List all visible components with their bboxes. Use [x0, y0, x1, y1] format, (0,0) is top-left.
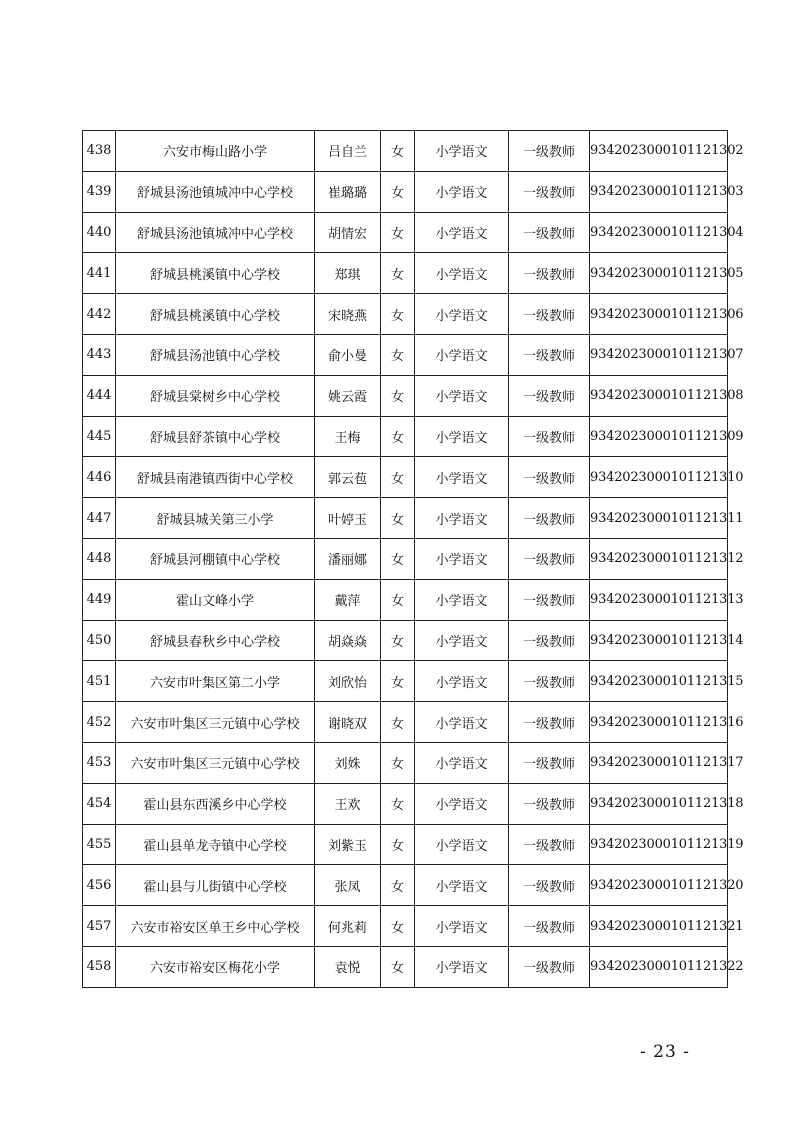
gender-cell: 女	[381, 212, 415, 253]
row-number-cell: 458	[83, 946, 116, 987]
gender-cell: 女	[381, 865, 415, 906]
teacher-name-cell: 谢晓双	[315, 702, 381, 743]
row-number-cell: 441	[83, 253, 116, 294]
table-row	[83, 742, 728, 783]
subject-cell: 小学语文	[415, 620, 509, 661]
row-number-cell: 447	[83, 498, 116, 539]
school-cell: 舒城县河棚镇中心学校	[116, 538, 315, 579]
rank-title-cell: 一级教师	[509, 253, 590, 294]
gender-cell: 女	[381, 253, 415, 294]
gender-cell: 女	[381, 661, 415, 702]
certificate-number-cell: 9342023000101121312	[590, 538, 728, 579]
certificate-number-cell: 9342023000101121308	[590, 375, 728, 416]
row-number-cell: 456	[83, 865, 116, 906]
table-row	[83, 783, 728, 824]
school-cell: 六安市裕安区梅花小学	[116, 946, 315, 987]
table-row	[83, 824, 728, 865]
teacher-name-cell: 俞小曼	[315, 334, 381, 375]
table-row	[83, 457, 728, 498]
table-row	[83, 212, 728, 253]
subject-cell: 小学语文	[415, 661, 509, 702]
certificate-number-cell: 9342023000101121316	[590, 702, 728, 743]
row-number-cell: 455	[83, 824, 116, 865]
row-number-cell: 446	[83, 457, 116, 498]
rank-title-cell: 一级教师	[509, 946, 590, 987]
school-cell: 舒城县汤池镇城冲中心学校	[116, 212, 315, 253]
table-row	[83, 620, 728, 661]
row-number-cell: 444	[83, 375, 116, 416]
teacher-name-cell: 叶婷玉	[315, 498, 381, 539]
gender-cell: 女	[381, 375, 415, 416]
row-number-cell: 448	[83, 538, 116, 579]
table-row	[83, 498, 728, 539]
rank-title-cell: 一级教师	[509, 742, 590, 783]
row-number-cell: 442	[83, 294, 116, 335]
subject-cell: 小学语文	[415, 498, 509, 539]
certificate-number-cell: 9342023000101121306	[590, 294, 728, 335]
school-cell: 六安市裕安区单王乡中心学校	[116, 906, 315, 947]
subject-cell: 小学语文	[415, 171, 509, 212]
school-cell: 舒城县桃溪镇中心学校	[116, 253, 315, 294]
teacher-name-cell: 袁悦	[315, 946, 381, 987]
teacher-name-cell: 张凤	[315, 865, 381, 906]
certificate-number-cell: 9342023000101121302	[590, 131, 728, 172]
gender-cell: 女	[381, 620, 415, 661]
certificate-number-cell: 9342023000101121315	[590, 661, 728, 702]
school-cell: 舒城县棠树乡中心学校	[116, 375, 315, 416]
table-row	[83, 946, 728, 987]
gender-cell: 女	[381, 579, 415, 620]
gender-cell: 女	[381, 171, 415, 212]
subject-cell: 小学语文	[415, 253, 509, 294]
rank-title-cell: 一级教师	[509, 498, 590, 539]
gender-cell: 女	[381, 498, 415, 539]
certificate-number-cell: 9342023000101121313	[590, 579, 728, 620]
certificate-number-cell: 9342023000101121320	[590, 865, 728, 906]
school-cell: 霍山文峰小学	[116, 579, 315, 620]
rank-title-cell: 一级教师	[509, 416, 590, 457]
rank-title-cell: 一级教师	[509, 334, 590, 375]
page-number: - 23 -	[640, 1042, 690, 1062]
row-number-cell: 452	[83, 702, 116, 743]
school-cell: 舒城县城关第三小学	[116, 498, 315, 539]
table-row	[83, 702, 728, 743]
row-number-cell: 439	[83, 171, 116, 212]
certificate-number-cell: 9342023000101121317	[590, 742, 728, 783]
subject-cell: 小学语文	[415, 294, 509, 335]
row-number-cell: 438	[83, 131, 116, 172]
gender-cell: 女	[381, 131, 415, 172]
subject-cell: 小学语文	[415, 538, 509, 579]
rank-title-cell: 一级教师	[509, 783, 590, 824]
school-cell: 舒城县舒茶镇中心学校	[116, 416, 315, 457]
teacher-name-cell: 潘丽娜	[315, 538, 381, 579]
rank-title-cell: 一级教师	[509, 375, 590, 416]
school-cell: 霍山县单龙寺镇中心学校	[116, 824, 315, 865]
school-cell: 霍山县与儿街镇中心学校	[116, 865, 315, 906]
teacher-name-cell: 戴萍	[315, 579, 381, 620]
teacher-name-cell: 宋晓燕	[315, 294, 381, 335]
school-cell: 六安市叶集区三元镇中心学校	[116, 702, 315, 743]
certificate-number-cell: 9342023000101121304	[590, 212, 728, 253]
gender-cell: 女	[381, 538, 415, 579]
rank-title-cell: 一级教师	[509, 538, 590, 579]
teacher-name-cell: 郑琪	[315, 253, 381, 294]
certificate-number-cell: 9342023000101121321	[590, 906, 728, 947]
teacher-name-cell: 郭云苞	[315, 457, 381, 498]
roster-table-body	[83, 131, 744, 988]
table-row	[83, 131, 728, 172]
certificate-number-cell: 9342023000101121310	[590, 457, 728, 498]
teacher-name-cell: 刘紫玉	[315, 824, 381, 865]
table-row	[83, 334, 728, 375]
rank-title-cell: 一级教师	[509, 579, 590, 620]
teacher-name-cell: 崔璐璐	[315, 171, 381, 212]
school-cell: 舒城县桃溪镇中心学校	[116, 294, 315, 335]
subject-cell: 小学语文	[415, 742, 509, 783]
rank-title-cell: 一级教师	[509, 824, 590, 865]
certificate-number-cell: 9342023000101121309	[590, 416, 728, 457]
gender-cell: 女	[381, 416, 415, 457]
row-number-cell: 454	[83, 783, 116, 824]
subject-cell: 小学语文	[415, 946, 509, 987]
subject-cell: 小学语文	[415, 865, 509, 906]
rank-title-cell: 一级教师	[509, 661, 590, 702]
teacher-name-cell: 胡焱焱	[315, 620, 381, 661]
subject-cell: 小学语文	[415, 131, 509, 172]
certificate-number-cell: 9342023000101121318	[590, 783, 728, 824]
subject-cell: 小学语文	[415, 334, 509, 375]
rank-title-cell: 一级教师	[509, 212, 590, 253]
school-cell: 舒城县汤池镇城冲中心学校	[116, 171, 315, 212]
rank-title-cell: 一级教师	[509, 457, 590, 498]
subject-cell: 小学语文	[415, 375, 509, 416]
gender-cell: 女	[381, 906, 415, 947]
teacher-name-cell: 王欢	[315, 783, 381, 824]
certificate-number-cell: 9342023000101121311	[590, 498, 728, 539]
school-cell: 六安市叶集区三元镇中心学校	[116, 742, 315, 783]
row-number-cell: 453	[83, 742, 116, 783]
table-row	[83, 538, 728, 579]
teacher-name-cell: 王梅	[315, 416, 381, 457]
table-row	[83, 661, 728, 702]
table-row	[83, 253, 728, 294]
rank-title-cell: 一级教师	[509, 906, 590, 947]
certificate-number-cell: 9342023000101121322	[590, 946, 728, 987]
row-number-cell: 457	[83, 906, 116, 947]
certificate-number-cell: 9342023000101121307	[590, 334, 728, 375]
table-row	[83, 171, 728, 212]
teacher-name-cell: 刘姝	[315, 742, 381, 783]
certificate-number-cell: 9342023000101121303	[590, 171, 728, 212]
school-cell: 舒城县南港镇西街中心学校	[116, 457, 315, 498]
table-row	[83, 416, 728, 457]
table-row	[83, 579, 728, 620]
rank-title-cell: 一级教师	[509, 294, 590, 335]
certificate-number-cell: 9342023000101121319	[590, 824, 728, 865]
teacher-name-cell: 吕自兰	[315, 131, 381, 172]
gender-cell: 女	[381, 946, 415, 987]
certificate-number-cell: 9342023000101121305	[590, 253, 728, 294]
rank-title-cell: 一级教师	[509, 131, 590, 172]
subject-cell: 小学语文	[415, 579, 509, 620]
rank-title-cell: 一级教师	[509, 865, 590, 906]
subject-cell: 小学语文	[415, 416, 509, 457]
row-number-cell: 451	[83, 661, 116, 702]
subject-cell: 小学语文	[415, 702, 509, 743]
row-number-cell: 443	[83, 334, 116, 375]
school-cell: 舒城县春秋乡中心学校	[116, 620, 315, 661]
teacher-name-cell: 姚云霞	[315, 375, 381, 416]
gender-cell: 女	[381, 457, 415, 498]
certificate-number-cell: 9342023000101121314	[590, 620, 728, 661]
school-cell: 舒城县汤池镇中心学校	[116, 334, 315, 375]
row-number-cell: 449	[83, 579, 116, 620]
teacher-name-cell: 刘欣怡	[315, 661, 381, 702]
rank-title-cell: 一级教师	[509, 620, 590, 661]
school-cell: 六安市叶集区第二小学	[116, 661, 315, 702]
gender-cell: 女	[381, 783, 415, 824]
gender-cell: 女	[381, 294, 415, 335]
subject-cell: 小学语文	[415, 824, 509, 865]
teacher-name-cell: 何兆莉	[315, 906, 381, 947]
teacher-roster-table	[82, 130, 744, 988]
gender-cell: 女	[381, 824, 415, 865]
table-row	[83, 906, 728, 947]
gender-cell: 女	[381, 742, 415, 783]
subject-cell: 小学语文	[415, 783, 509, 824]
row-number-cell: 440	[83, 212, 116, 253]
row-number-cell: 445	[83, 416, 116, 457]
rank-title-cell: 一级教师	[509, 171, 590, 212]
subject-cell: 小学语文	[415, 906, 509, 947]
subject-cell: 小学语文	[415, 457, 509, 498]
school-cell: 霍山县东西溪乡中心学校	[116, 783, 315, 824]
table-row	[83, 865, 728, 906]
school-cell: 六安市梅山路小学	[116, 131, 315, 172]
rank-title-cell: 一级教师	[509, 702, 590, 743]
teacher-name-cell: 胡情宏	[315, 212, 381, 253]
gender-cell: 女	[381, 702, 415, 743]
subject-cell: 小学语文	[415, 212, 509, 253]
gender-cell: 女	[381, 334, 415, 375]
row-number-cell: 450	[83, 620, 116, 661]
table-row	[83, 294, 728, 335]
table-row	[83, 375, 728, 416]
